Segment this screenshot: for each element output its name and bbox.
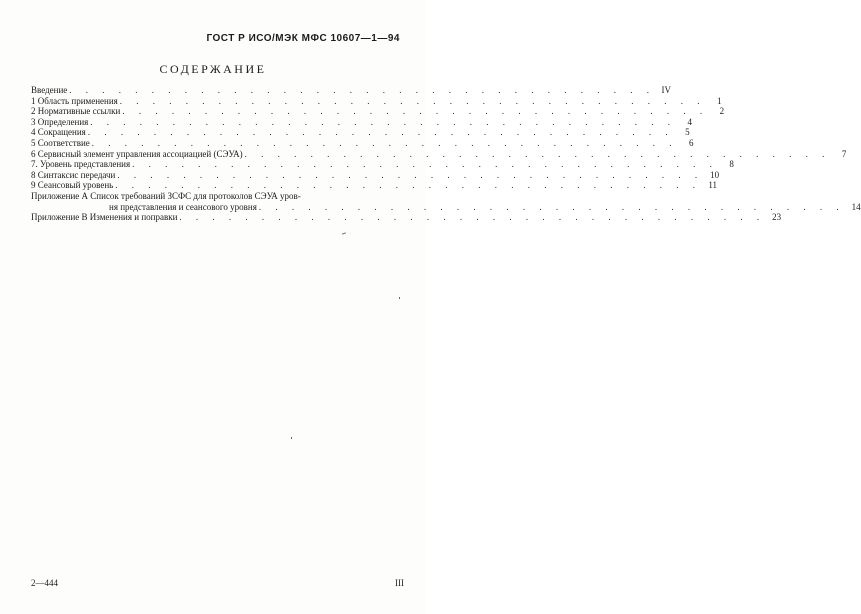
- toc-entry-label: 3 Определения: [31, 116, 89, 127]
- toc-entry-page: 11: [708, 180, 717, 191]
- toc-entry-page: IV: [661, 85, 672, 95]
- toc-entry-normative-references[interactable]: [31, 106, 725, 117]
- toc-entry-abbreviations[interactable]: [31, 127, 690, 138]
- toc-entry-appendix-b[interactable]: [31, 212, 782, 223]
- scan-speck: [291, 437, 292, 439]
- toc-dot-leader: . . . . . . . . . . . . . . . . . . . . . . . . . . . . . . . . . . . .: [122, 106, 709, 117]
- toc-entry-page: 23: [772, 212, 782, 223]
- toc-entry-transfer-syntax[interactable]: [31, 169, 720, 181]
- toc-entry-label: Приложение А Список требований ЗСФС для протоколов СЭУА уров-: [31, 190, 301, 201]
- page-title: СОДЕРЖАНИЕ: [159, 62, 267, 76]
- toc-dot-leader: . . . . . . . . . . . . . . . . . . . . . . . . . . . . . . . . . . . .: [132, 159, 718, 170]
- toc-entry-label: Приложение В Изменения и поправки: [31, 212, 178, 223]
- toc-entry-label: 9 Сеансовый уровень: [31, 180, 114, 191]
- toc-entry-label: Введение: [31, 85, 68, 95]
- toc-dot-leader: . . . . . . . . . . . . . . . . . . . . . . . . . . . . . . . . . . . .: [91, 137, 678, 148]
- toc-entry-label: 2 Нормативные ссылки: [31, 106, 121, 117]
- toc-dot-leader: . . . . . . . . . . . . . . . . . . . . . . . . . . . . . . . . . . . .: [90, 116, 677, 127]
- toc-dot-leader: . . . . . . . . . . . . . . . . . . . . . . . . . . . . . . . . . . . .: [115, 180, 701, 191]
- toc-entry-conformance[interactable]: [31, 137, 694, 149]
- toc-dot-leader: . . . . . . . . . . . . . . . . . . . . . . . . . . . . . . . . . . . .: [179, 212, 766, 223]
- toc-entry-label: 7. Уровень представления: [31, 159, 131, 170]
- toc-entry-session-layer[interactable]: [31, 180, 717, 191]
- toc-entry-label: 8 Синтаксис передачи: [31, 169, 116, 180]
- toc-entry-page: 4: [687, 116, 693, 127]
- toc-dot-leader: . . . . . . . . . . . . . . . . . . . . . . . . . . . . . . . . . . . .: [117, 169, 704, 180]
- table-of-contents: [31, 85, 861, 223]
- toc-entry-acse[interactable]: [31, 148, 847, 160]
- toc-entry-page: 10: [710, 169, 720, 180]
- scan-speck: [399, 297, 400, 299]
- toc-entry-label: 1 Область применения: [31, 95, 118, 106]
- toc-dot-leader: . . . . . . . . . . . . . . . . . . . . . . . . . . . . . . . . . . . .: [69, 85, 656, 95]
- toc-entry-page: 1: [717, 95, 722, 106]
- toc-entry-appendix-a-continued[interactable]: [31, 201, 861, 213]
- toc-dot-leader: . . . . . . . . . . . . . . . . . . . . . . . . . . . . . . . . . . . .: [244, 148, 831, 159]
- toc-entry-page: 2: [719, 106, 725, 117]
- toc-entry-definitions[interactable]: [31, 116, 693, 128]
- toc-entry-label: ня представления и сеансового уровня: [109, 201, 257, 212]
- toc-entry-appendix-a[interactable]: [31, 191, 404, 202]
- toc-dot-leader: . . . . . . . . . . . . . . . . . . . . . . . . . . . . . . . . . . . .: [119, 95, 706, 106]
- toc-entry-page: 8: [729, 159, 734, 170]
- toc-entry-presentation-layer[interactable]: [31, 159, 734, 170]
- page-number: III: [395, 578, 404, 588]
- toc-entry-label: 5 Соответствие: [31, 137, 90, 148]
- toc-entry-page: 5: [685, 127, 690, 138]
- toc-entry-page: 7: [841, 148, 847, 159]
- printing-mark: 2—444: [31, 578, 58, 588]
- toc-entry-label: 6 Сервисный элемент управления ассоциацией (СЭУА): [31, 148, 243, 159]
- standard-header: ГОСТ Р ИСО/МЭК МФС 10607—1—94: [206, 33, 400, 44]
- toc-dot-leader: . . . . . . . . . . . . . . . . . . . . . . . . . . . . . . . . . . . .: [258, 201, 845, 212]
- toc-entry-page: 14: [851, 201, 861, 212]
- toc-entry-scope[interactable]: [31, 95, 722, 107]
- toc-entry-label: 4 Сокращения: [31, 127, 86, 138]
- toc-entry-introduction[interactable]: [31, 85, 672, 96]
- toc-entry-page: 6: [689, 137, 694, 148]
- toc-dot-leader: . . . . . . . . . . . . . . . . . . . . . . . . . . . . . . . . . . . .: [87, 127, 674, 138]
- scan-speck: [342, 232, 346, 234]
